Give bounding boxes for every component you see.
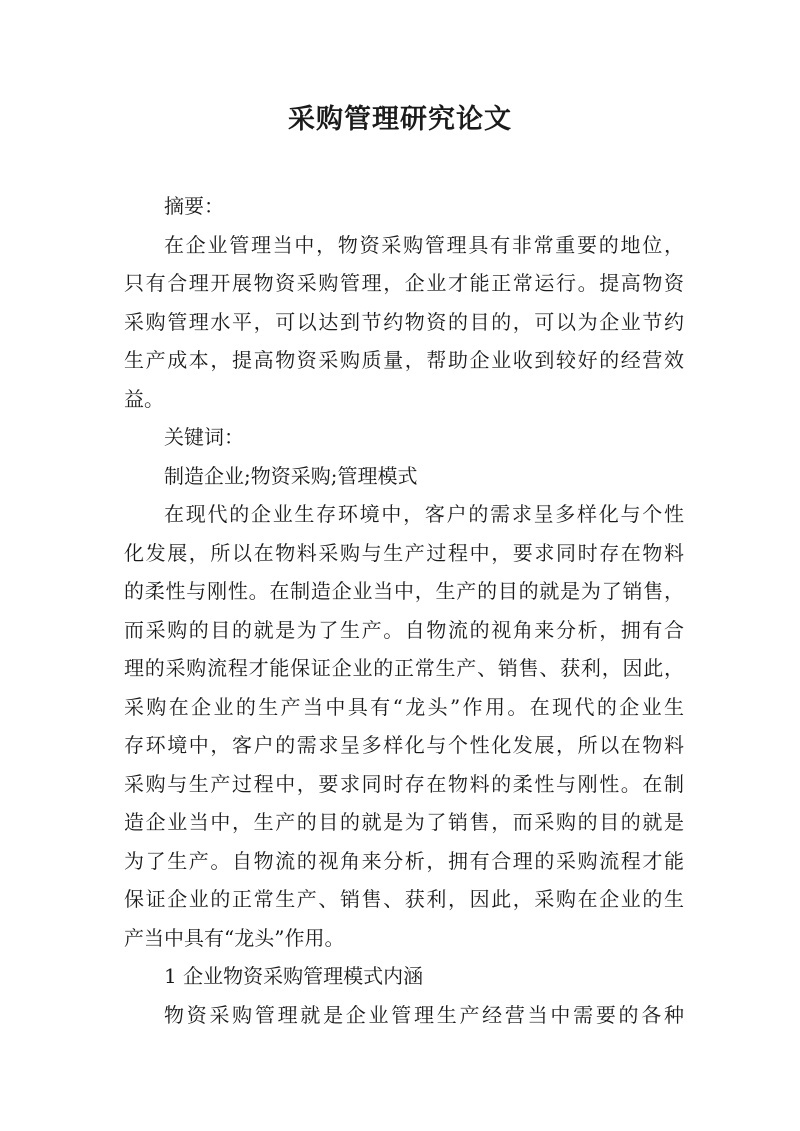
body-text-line: 1 企业物资采购管理模式内涵 (164, 964, 424, 988)
body-text-line: 生产成本，提高物资采购质量，帮助企业收到较好的经营效 (124, 348, 684, 372)
body-text-line: 的柔性与刚性。在制造企业当中，生产的目的就是为了销售， (124, 579, 684, 603)
body-text-line: 摘要： (164, 194, 224, 218)
body-text-line: 理的采购流程才能保证企业的正常生产、销售、获利，因此， (124, 656, 684, 680)
body-text-line: 在现代的企业生存环境中，客户的需求呈多样化与个性 (164, 502, 684, 526)
body-text-line: 物资采购管理就是企业管理生产经营当中需要的各种 (164, 1002, 684, 1027)
body-text-line: 造企业当中，生产的目的就是为了销售，而采购的目的就是 (124, 810, 684, 834)
body-text-line: 保证企业的正常生产、销售、获利，因此，采购在企业的生 (124, 887, 684, 911)
body-text-line: 而采购的目的就是为了生产。自物流的视角来分析，拥有合 (124, 617, 684, 642)
body-text-line: 只有合理开展物资采购管理，企业才能正常运行。提高物资 (124, 271, 684, 295)
body-text-line: 采购在企业的生产当中具有“龙头”作用。在现代的企业生 (124, 694, 684, 719)
body-text-line: 制造企业;物资采购;管理模式 (164, 463, 418, 488)
body-text-line: 产当中具有“龙头”作用。 (124, 925, 345, 950)
body-text-line: 为了生产。自物流的视角来分析，拥有合理的采购流程才能 (124, 848, 684, 873)
body-text-line: 存环境中，客户的需求呈多样化与个性化发展，所以在物料 (124, 733, 684, 757)
body-text-line: 采购管理水平，可以达到节约物资的目的，可以为企业节约 (124, 309, 684, 334)
document-title: 采购管理研究论文 (288, 104, 512, 135)
body-text-line: 在企业管理当中，物资采购管理具有非常重要的地位， (164, 232, 684, 257)
body-text-line: 化发展，所以在物料采购与生产过程中，要求同时存在物料 (124, 540, 684, 565)
body-text-line: 关键词： (164, 425, 244, 449)
body-text-line: 采购与生产过程中，要求同时存在物料的柔性与刚性。在制 (124, 771, 684, 796)
body-text-line: 益。 (124, 386, 164, 411)
